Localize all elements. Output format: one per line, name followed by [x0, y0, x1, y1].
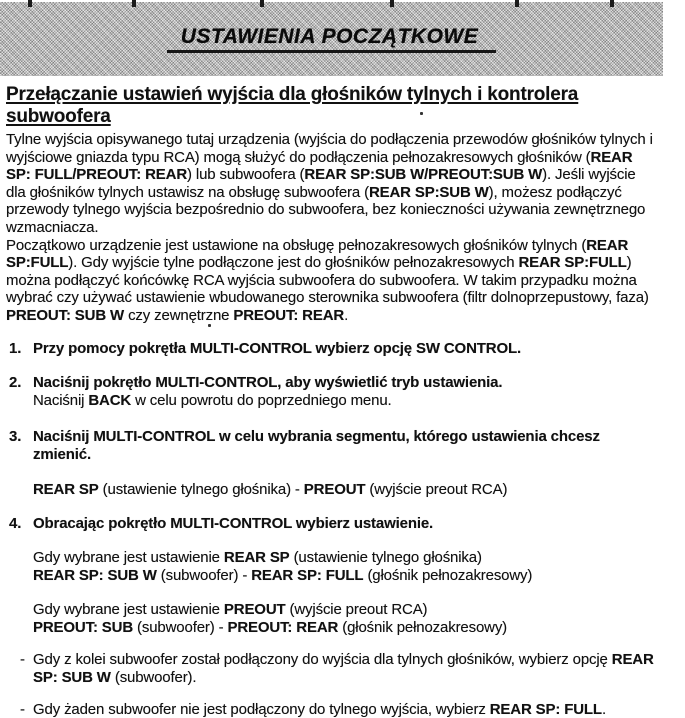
setting-group-intro: Gdy wybrane jest ustawienie PREOUT (wyjście preout RCA) [33, 600, 428, 618]
step-item-3 [6, 428, 657, 464]
note-item-2 [6, 701, 657, 718]
note-item-1 [6, 651, 657, 687]
scan-artifact [260, 0, 264, 7]
step-text: Naciśnij pokrętło MULTI-CONTROL, aby wyświetlić tryb ustawienia. [33, 373, 503, 391]
section-banner [0, 2, 663, 76]
intro-paragraph-1: Tylne wyjścia opisywanego tutaj urządzenia (wyjścia do podłączenia przewodów głośników tylnych i wyjściowe gniazda typu RCA) mogą służyć do podłączenia pełnozakresowych głośników (REAR SP: FULL/PREOUT: REAR) lub subwoofera (REAR SP:SUB W/PREOUT:SUB W). Jeśli wyjście dla głośników tylnych ustawisz na obsługę subwoofera (REAR SP:SUB W), możesz podłączyć przewody tylnego wyjścia bezpośrednio do subwoofera, bez konieczności używania zewnętrznego wzmacniacza. [6, 131, 653, 236]
setting-group-values: PREOUT: SUB (subwoofer) - PREOUT: REAR (głośnik pełnozakresowy) [33, 618, 508, 636]
banner-title: USTAWIENIA POCZĄTKOWE [167, 25, 497, 53]
step-item-2 [6, 374, 657, 410]
setting-group-rear-sp [33, 549, 657, 585]
note-dash: - [20, 700, 25, 718]
step-number: 1. [9, 339, 22, 357]
scan-artifact [390, 0, 394, 7]
step-item-1 [6, 340, 657, 358]
page-content [0, 76, 685, 718]
setting-group-intro: Gdy wybrane jest ustawienie REAR SP (ustawienie tylnego głośnika) [33, 548, 482, 566]
note-text: Gdy żaden subwoofer nie jest podłączony do tylnego wyjścia, wybierz REAR SP: FULL. [33, 700, 606, 718]
step-text: Obracając pokrętło MULTI-CONTROL wybierz ustawienie. [33, 514, 434, 532]
scan-artifact [610, 0, 614, 7]
setting-group-preout [33, 601, 657, 637]
instruction-steps [6, 340, 657, 637]
intro-paragraph-2: Początkowo urządzenie jest ustawione na obsługę pełnozakresowych głośników tylnych (REAR SP:FULL). Gdy wyjście tylne podłączone jest do głośników pełnozakresowych REAR SP:FULL) można podłączyć końcówkę RCA wyjścia subwoofera do subwoofera. W takim przypadku można wybrać czy używać ustawienie wbudowanego sterownika subwoofera (filtr dolnoprzepustowy, faza) PREOUT: SUB W czy zewnętrzne PREOUT: REAR. [6, 236, 649, 324]
step-item-4 [6, 515, 657, 533]
scan-artifact [515, 0, 519, 7]
step-option-line: REAR SP (ustawienie tylnego głośnika) - PREOUT (wyjście preout RCA) [33, 480, 508, 498]
step-number: 2. [9, 373, 22, 391]
step-text: Naciśnij MULTI-CONTROL w celu wybrania segmentu, którego ustawienia chcesz zmienić. [33, 427, 600, 463]
scan-artifact [132, 0, 136, 7]
intro-text [6, 131, 657, 325]
step-number: 3. [9, 427, 22, 445]
step-text: Przy pomocy pokrętła MULTI-CONTROL wybierz opcję SW CONTROL. [33, 339, 521, 357]
setting-group-values: REAR SP: SUB W (subwoofer) - REAR SP: FULL (głośnik pełnozakresowy) [33, 566, 533, 584]
note-text: Gdy z kolei subwoofer został podłączony do wyjścia dla tylnych głośników, wybierz opcję REAR SP: SUB W (subwoofer). [33, 650, 654, 686]
section-heading: Przełączanie ustawień wyjścia dla głośników tylnych i kontrolera subwoofera [6, 84, 579, 127]
scan-artifact [28, 0, 32, 7]
step-secondary-line: Naciśnij BACK w celu powrotu do poprzedniego menu. [33, 391, 392, 409]
step-number: 4. [9, 514, 22, 532]
note-dash: - [20, 650, 25, 668]
